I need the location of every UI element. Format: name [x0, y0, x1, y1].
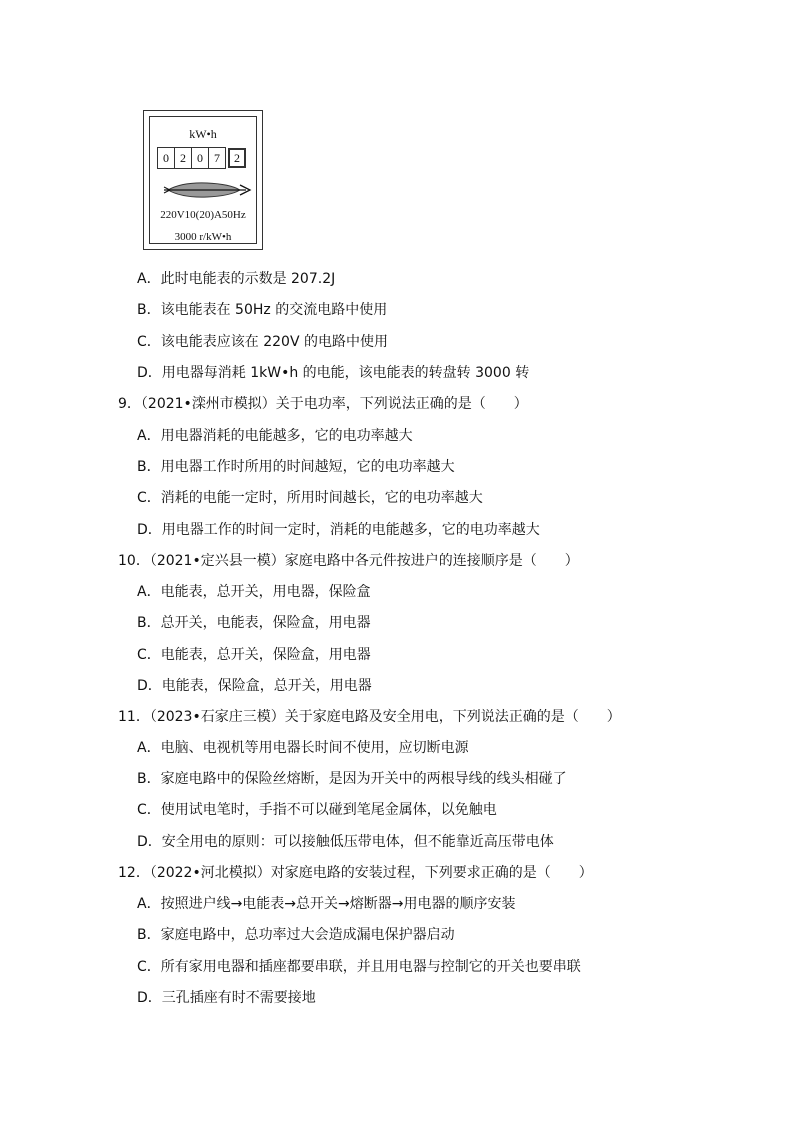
meter-digit: 2	[174, 147, 192, 169]
q12-option-d: D．三孔插座有时不需要接地	[137, 990, 316, 1006]
q12-stem: 12．（2022•河北模拟）对家庭电路的安装过程，下列要求正确的是（ ）	[118, 865, 593, 881]
q10-option-b: B．总开关，电能表，保险盒，用电器	[137, 615, 371, 631]
q10-option-a: A．电能表，总开关，用电器，保险盒	[137, 584, 371, 600]
meter-digit: 7	[208, 147, 226, 169]
q8-option-c: C．该电能表应该在 220V 的电路中使用	[137, 334, 388, 350]
q10-stem: 10．（2021•定兴县一模）家庭电路中各元件按进户的连接顺序是（ ）	[118, 553, 579, 569]
q10-option-d: D．电能表，保险盒，总开关，用电器	[137, 678, 372, 694]
q9-option-b: B．用电器工作时所用的时间越短，它的电功率越大	[137, 459, 455, 475]
q11-stem: 11．（2023•石家庄三模）关于家庭电路及安全用电，下列说法正确的是（ ）	[118, 709, 621, 725]
q11-option-b: B．家庭电路中的保险丝熔断，是因为开关中的两根导线的线头相碰了	[137, 771, 567, 787]
meter-panel	[149, 116, 257, 244]
meter-unit: kW•h	[189, 127, 217, 141]
q11-option-a: A．电脑、电视机等用电器长时间不使用，应切断电源	[137, 740, 469, 756]
meter-digit: 0	[191, 147, 209, 169]
q9-option-c: C．消耗的电能一定时，所用时间越长，它的电功率越大	[137, 490, 483, 506]
q9-option-d: D．用电器工作的时间一定时，消耗的电能越多，它的电功率越大	[137, 522, 540, 538]
q9-stem: 9．（2021•滦州市模拟）关于电功率，下列说法正确的是（ ）	[118, 396, 528, 412]
q11-option-c: C．使用试电笔时，手指不可以碰到笔尾金属体，以免触电	[137, 802, 497, 818]
q12-option-a: A．按照进户线→电能表→总开关→熔断器→用电器的顺序安装	[137, 896, 516, 912]
meter-digits	[158, 147, 246, 169]
meter-rotor-icon	[162, 179, 252, 201]
meter-digit-decimal: 2	[228, 148, 246, 168]
q12-option-c: C．所有家用电器和插座都要串联，并且用电器与控制它的开关也要串联	[137, 959, 581, 975]
meter-spec-revolutions: 3000 r/kW•h	[174, 231, 232, 243]
q10-option-c: C．电能表，总开关，保险盒，用电器	[137, 647, 371, 663]
q8-option-d: D．用电器每消耗 1kW•h 的电能，该电能表的转盘转 3000 转	[137, 365, 530, 381]
q8-option-a: A．此时电能表的示数是 207.2J	[137, 271, 336, 287]
q8-option-b: B．该电能表在 50Hz 的交流电路中使用	[137, 302, 388, 318]
q9-option-a: A．用电器消耗的电能越多，它的电功率越大	[137, 428, 413, 444]
meter-digit: 0	[157, 147, 175, 169]
meter-spec-rating: 220V10(20)A50Hz	[160, 209, 246, 221]
electric-meter-figure	[143, 110, 263, 250]
q11-option-d: D．安全用电的原则：可以接触低压带电体，但不能靠近高压带电体	[137, 834, 554, 850]
q12-option-b: B．家庭电路中，总功率过大会造成漏电保护器启动	[137, 927, 455, 943]
